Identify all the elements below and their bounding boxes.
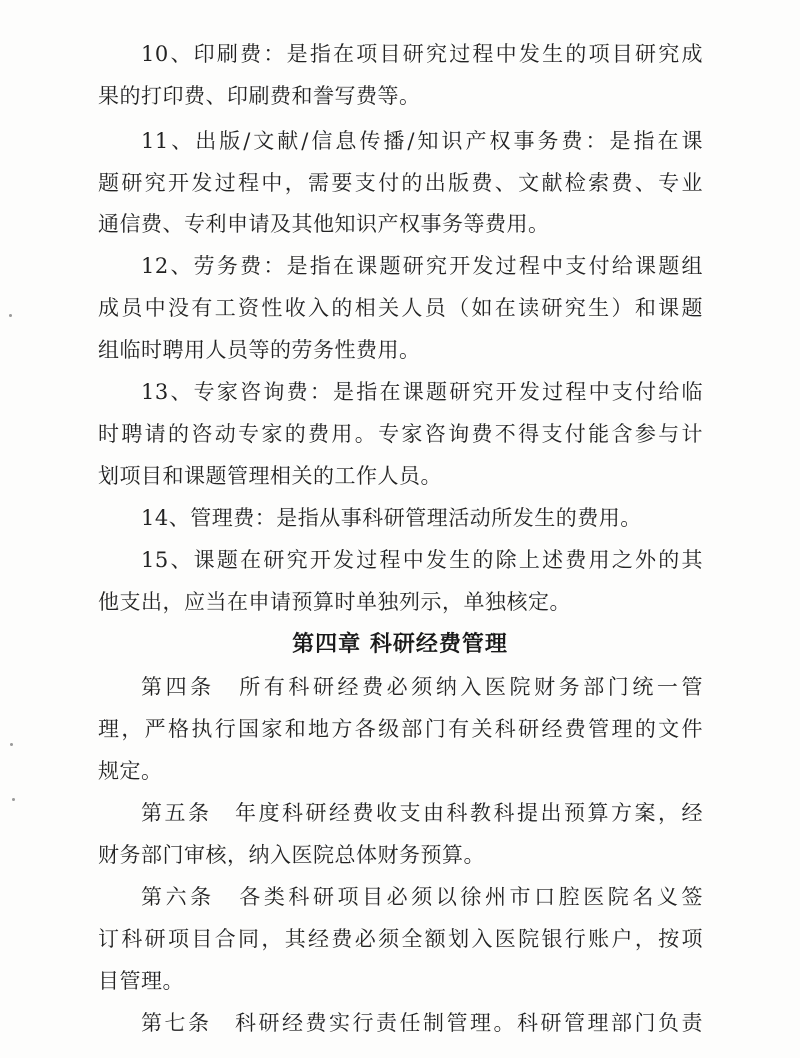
scan-speck <box>12 798 15 801</box>
chapter-heading: 第四章 科研经费管理 <box>292 632 508 657</box>
text-line: 成员中没有工资性收入的相关人员（如在读研究生）和课题 <box>98 296 703 320</box>
text-line: 财务部门审核，纳入医院总体财务预算。 <box>98 843 485 867</box>
text-line: 规定。 <box>98 759 163 783</box>
text-line: 目管理。 <box>98 969 184 993</box>
text-line: 11、出版/文献/信息传播/知识产权事务费：是指在课 <box>141 129 703 153</box>
text-line: 14、管理费：是指从事科研管理活动所发生的费用。 <box>141 506 642 530</box>
text-line: 第六条 各类科研项目必须以徐州市口腔医院名义签 <box>141 885 703 909</box>
text-line: 理，严格执行国家和地方各级部门有关科研经费管理的文件 <box>98 717 703 741</box>
text-line: 题研究开发过程中，需要支付的出版费、文献检索费、专业 <box>98 171 703 195</box>
scan-speck <box>9 314 12 317</box>
text-line: 组临时聘用人员等的劳务性费用。 <box>98 338 421 362</box>
scan-speck <box>10 743 13 746</box>
text-line: 果的打印费、印刷费和誊写费等。 <box>98 84 421 108</box>
text-line: 时聘请的咨动专家的费用。专家咨询费不得支付能含参与计 <box>98 422 703 446</box>
text-line: 第七条 科研经费实行责任制管理。科研管理部门负责 <box>141 1011 703 1035</box>
text-line: 订科研项目合同，其经费必须全额划入医院银行账户，按项 <box>98 927 703 951</box>
text-line: 第五条 年度科研经费收支由科教科提出预算方案，经 <box>141 801 703 825</box>
text-line: 划项目和课题管理相关的工作人员。 <box>98 464 442 488</box>
text-line: 通信费、专利申请及其他知识产权事务等费用。 <box>98 212 550 236</box>
text-line: 12、劳务费：是指在课题研究开发过程中支付给课题组 <box>141 254 703 278</box>
text-line: 15、课题在研究开发过程中发生的除上述费用之外的其 <box>141 548 703 572</box>
text-line: 10、印刷费：是指在项目研究过程中发生的项目研究成 <box>141 42 703 66</box>
text-line: 13、专家咨询费：是指在课题研究开发过程中支付给临 <box>141 380 703 404</box>
text-line: 第四条 所有科研经费必须纳入医院财务部门统一管 <box>141 675 703 699</box>
text-line: 他支出，应当在申请预算时单独列示，单独核定。 <box>98 590 571 614</box>
